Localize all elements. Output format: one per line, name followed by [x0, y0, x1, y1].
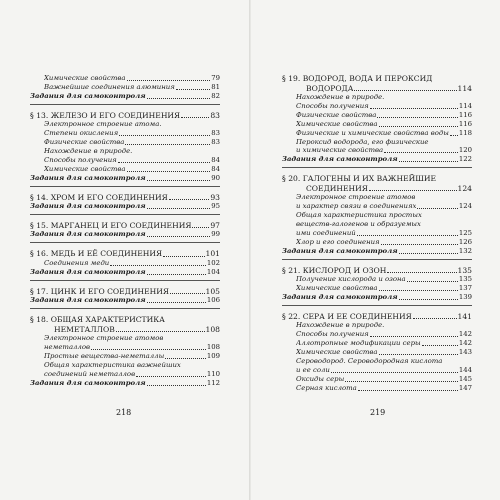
toc-entry [282, 129, 472, 138]
toc-entry-title: веществ-галогенов и образуемых [296, 219, 421, 228]
dot-leader [169, 199, 210, 200]
toc-entry [30, 120, 220, 129]
toc-entry-page: 114 [457, 83, 472, 93]
dot-leader [127, 171, 211, 172]
toc-entry [282, 184, 472, 194]
toc-entry-title: Общая характеристика простых [296, 211, 422, 220]
toc-entry-page: 104 [206, 267, 220, 276]
toc-entry-page: 124 [457, 183, 472, 193]
toc-entry-page: 139 [458, 292, 472, 301]
toc-entry-page: 132 [458, 246, 472, 255]
toc-entry-title: § 17. ЦИНК И ЕГО СОЕДИНЕНИЯ [30, 286, 170, 296]
toc-entry-title: Задания для самоконтроля [30, 230, 146, 239]
toc-entry-title: Электронное строение атомов [296, 193, 416, 202]
toc-entry-title: Серная кислота [296, 383, 357, 392]
toc-entry-page: 126 [458, 237, 472, 246]
toc-entry-title: § 21. КИСЛОРОД И ОЗОН [282, 265, 387, 275]
toc-entry-title: Химические свойства [296, 348, 378, 357]
toc-entry [30, 325, 220, 335]
dot-leader [379, 126, 458, 127]
toc-entry [282, 229, 472, 238]
toc-entry [30, 147, 220, 156]
toc-entry [30, 111, 220, 121]
toc-entry-page: 114 [458, 101, 472, 110]
dot-leader [369, 190, 457, 191]
toc-entry-title: и химические свойства [296, 146, 384, 155]
toc-entry [282, 348, 472, 357]
toc-entry-title: Соединения меди [44, 258, 110, 267]
toc-entry-page: 135 [458, 275, 472, 284]
toc-entry-page: 118 [458, 128, 472, 137]
toc-entry-page: 93 [210, 192, 220, 202]
dot-leader [399, 253, 458, 254]
dot-leader [399, 299, 458, 300]
toc-entry-title: Получение кислорода и озона [296, 275, 406, 284]
toc-entry [30, 193, 220, 203]
toc-entry-page: 108 [206, 343, 220, 351]
toc-entry-title: § 19. ВОДОРОД, ВОДА И ПЕРОКСИД [282, 74, 433, 83]
toc-entry-page: 109 [206, 351, 220, 360]
toc-entry [282, 266, 472, 276]
toc-entry [30, 352, 220, 361]
toc-entry [282, 146, 472, 155]
toc-entry [282, 247, 472, 256]
toc-entry-title: Задания для самоконтроля [282, 155, 398, 164]
toc-entry [282, 211, 472, 220]
toc-entry-title: НЕМЕТАЛЛОВ [54, 324, 115, 334]
toc-entry [282, 84, 472, 94]
dot-leader [147, 302, 206, 303]
toc-entry-page: 105 [205, 286, 220, 296]
toc-entry-title: Химические свойства [296, 284, 378, 292]
dot-leader [176, 89, 210, 90]
section-divider [30, 214, 220, 215]
toc-entry-page: 83 [211, 138, 220, 147]
dot-leader [379, 354, 458, 355]
toc-entry [282, 138, 472, 147]
section-divider [30, 242, 220, 243]
dot-leader [110, 265, 206, 266]
toc-entry [30, 174, 220, 183]
dot-leader [413, 318, 457, 319]
toc-entry-title: Химические свойства [296, 119, 378, 128]
toc-entry-page: 97 [210, 220, 220, 230]
toc-entry [30, 379, 220, 388]
dot-leader [345, 381, 458, 382]
toc-entry-title: Задания для самоконтроля [30, 173, 146, 182]
dot-leader [181, 117, 209, 118]
toc-entry-title: Задания для самоконтроля [30, 267, 146, 276]
toc-entry-page: 124 [458, 202, 472, 211]
toc-entry-title: Задания для самоконтроля [30, 91, 146, 100]
toc-entry-title: соединений неметаллов [44, 369, 136, 378]
section-divider [30, 280, 220, 281]
toc-entry-title: Нахождение в природе. [296, 93, 385, 101]
toc-entry-title: Задания для самоконтроля [282, 246, 398, 255]
toc-entry-page: 120 [458, 146, 472, 155]
toc-entry-title: § 16. МЕДЬ И ЕЁ СОЕДИНЕНИЯ [30, 249, 163, 259]
toc-entry-title: Задания для самоконтроля [30, 296, 146, 305]
toc-entry-title: § 15. МАРГАНЕЦ И ЕГО СОЕДИНЕНИЯ [30, 220, 192, 230]
toc-entry-page: 143 [458, 348, 472, 357]
dot-leader [147, 180, 211, 181]
toc-entry-title: § 20. ГАЛОГЕНЫ И ИХ ВАЖНЕЙШИЕ [282, 174, 437, 184]
toc-entry [30, 202, 220, 211]
toc-entry [30, 315, 220, 325]
toc-entry-page: 82 [211, 91, 220, 100]
dot-leader [450, 135, 458, 136]
toc-entry-page: 84 [211, 164, 220, 173]
toc-entry-page: 125 [458, 228, 472, 237]
dot-leader [125, 144, 210, 145]
toc-entry [282, 357, 472, 366]
toc-entry-page: 141 [457, 311, 472, 321]
toc-entry-title: Химические свойства [44, 164, 126, 173]
toc-entry [30, 296, 220, 305]
toc-entry-title: неметаллов [44, 343, 90, 351]
toc-entry-title: Электронное строение атома. [44, 120, 162, 129]
toc-entry-page: 145 [458, 374, 472, 383]
page-gutter [249, 0, 251, 500]
toc-entry-title: Пероксид водорода, его физические [296, 137, 429, 146]
toc-entry [282, 102, 472, 111]
dot-leader [147, 98, 211, 99]
toc-entry [282, 275, 472, 284]
toc-entry [282, 220, 472, 229]
toc-entry-page: 79 [211, 74, 220, 82]
toc-entry [30, 74, 220, 83]
toc-entry [282, 155, 472, 164]
dot-leader [358, 390, 458, 391]
toc-entry-title: и характер связи в соединениях [296, 202, 417, 211]
toc-entry [282, 375, 472, 384]
toc-entry [282, 293, 472, 302]
dot-leader [165, 358, 206, 359]
page-number-right: 219 [370, 408, 386, 417]
toc-entry [282, 284, 472, 293]
toc-entry-page: 106 [206, 296, 220, 305]
toc-entry-page: 95 [211, 202, 220, 211]
toc-entry-title: СОЕДИНЕНИЯ [306, 183, 368, 193]
toc-entry [282, 339, 472, 348]
dot-leader [163, 256, 204, 257]
section-divider [30, 308, 220, 309]
dot-leader [192, 227, 209, 228]
dot-leader [422, 345, 458, 346]
toc-entry-page: 116 [458, 110, 472, 119]
toc-entry-page: 142 [458, 339, 472, 348]
toc-entry [282, 93, 472, 102]
toc-entry [282, 174, 472, 184]
toc-entry-title: Хлор и его соединения [296, 237, 380, 246]
dot-leader [147, 236, 211, 237]
toc-entry-title: Химические свойства [44, 74, 126, 82]
toc-entry-title: Сероводород. Сероводородная кислота [296, 356, 443, 365]
section-divider [282, 167, 472, 168]
section-divider [30, 104, 220, 105]
dot-leader [357, 235, 458, 236]
toc-entry-title: Способы получения [296, 330, 369, 339]
toc-entry-title: Задания для самоконтроля [282, 292, 398, 301]
toc-entry-title: Физические свойства [296, 110, 377, 119]
dot-leader [118, 162, 210, 163]
toc-entry [30, 287, 220, 297]
toc-entry-page: 99 [211, 230, 220, 239]
toc-entry [30, 221, 220, 231]
toc-entry-page: 81 [211, 82, 220, 91]
toc-entry [282, 193, 472, 202]
page-number-left: 218 [116, 408, 132, 417]
toc-entry-page: 144 [458, 365, 472, 374]
toc-entry [282, 111, 472, 120]
toc-entry-page: 90 [211, 173, 220, 182]
left-page [30, 74, 220, 388]
toc-entry-page: 110 [206, 369, 220, 378]
toc-entry [282, 74, 472, 84]
toc-entry-page: 101 [205, 249, 220, 259]
dot-leader [370, 336, 458, 337]
toc-entry-page: 83 [210, 110, 220, 120]
dot-leader [147, 385, 206, 386]
toc-entry-title: ими соединений [296, 228, 356, 237]
toc-entry [282, 202, 472, 211]
toc-entry-page: 116 [458, 119, 472, 128]
toc-entry [30, 92, 220, 101]
toc-entry [282, 321, 472, 330]
dot-leader [331, 372, 458, 373]
dot-leader [354, 90, 456, 91]
dot-leader [147, 274, 206, 275]
toc-entry-title: Степени окисления [44, 129, 119, 138]
section-divider [282, 259, 472, 260]
dot-leader [370, 108, 458, 109]
toc-entry-title: Нахождение в природе. [296, 321, 385, 330]
toc-entry-page: 122 [458, 155, 472, 164]
toc-entry [30, 165, 220, 174]
dot-leader [170, 293, 204, 294]
toc-entry [282, 366, 472, 375]
toc-entry-title: § 18. ОБЩАЯ ХАРАКТЕРИСТИКА [30, 315, 165, 325]
toc-entry [282, 330, 472, 339]
toc-entry-title: Способы получения [296, 101, 369, 110]
right-page [282, 74, 472, 393]
toc-entry-title: Простые вещества-неметаллы [44, 351, 165, 360]
toc-entry-title: Аллотропные модификации серы [296, 339, 421, 348]
toc-entry [30, 83, 220, 92]
toc-entry [30, 334, 220, 343]
toc-entry [30, 230, 220, 239]
dot-leader [381, 244, 458, 245]
toc-entry-page: 84 [211, 155, 220, 164]
toc-entry [30, 268, 220, 277]
toc-entry [30, 249, 220, 259]
dot-leader [127, 80, 211, 81]
dot-leader [384, 152, 458, 153]
dot-leader [377, 117, 457, 118]
toc-entry-page: 112 [206, 378, 220, 387]
toc-entry-title: Физические и химические свойства воды [296, 128, 449, 137]
dot-leader [136, 376, 206, 377]
toc-entry-page: 137 [458, 284, 472, 292]
dot-leader [399, 161, 458, 162]
toc-entry-title: Задания для самоконтроля [30, 202, 146, 211]
toc-entry-title: Способы получения [44, 155, 117, 164]
toc-entry-title: Оксиды серы [296, 374, 345, 383]
dot-leader [147, 208, 211, 209]
dot-leader [417, 208, 457, 209]
toc-entry-title: § 14. ХРОМ И ЕГО СОЕДИНЕНИЯ [30, 192, 168, 202]
toc-entry-title: ВОДОРОДА [306, 83, 354, 93]
toc-entry [282, 312, 472, 322]
toc-entry-title: Общая характеристика важнейших [44, 360, 181, 369]
toc-entry [30, 138, 220, 147]
toc-entry [30, 361, 220, 370]
toc-entry-page: 108 [205, 324, 220, 334]
toc-entry-title: Электронное строение атомов [44, 334, 164, 343]
toc-entry-page: 147 [458, 383, 472, 392]
toc-entry [30, 370, 220, 379]
toc-entry-title: § 13. ЖЕЛЕЗО И ЕГО СОЕДИНЕНИЯ [30, 110, 181, 120]
section-divider [30, 186, 220, 187]
section-divider [282, 305, 472, 306]
dot-leader [119, 135, 210, 136]
toc-entry-page: 83 [211, 129, 220, 138]
toc-entry [282, 384, 472, 393]
toc-entry [30, 156, 220, 165]
toc-entry-page: 102 [206, 258, 220, 267]
toc-entry-title: Нахождение в природе. [44, 146, 133, 155]
dot-leader [116, 331, 205, 332]
toc-entry [30, 259, 220, 268]
toc-entry-page: 135 [457, 265, 472, 275]
toc-entry-title: Важнейшие соединения алюминия [44, 82, 175, 91]
dot-leader [387, 272, 456, 273]
dot-leader [379, 290, 458, 291]
toc-entry-title: § 22. СЕРА И ЕЕ СОЕДИНЕНИЯ [282, 311, 412, 321]
toc-entry-title: Задания для самоконтроля [30, 378, 146, 387]
toc-entry-title: и ее соли [296, 365, 330, 374]
toc-entry [282, 238, 472, 247]
toc-entry-page: 142 [458, 330, 472, 339]
toc-entry [30, 129, 220, 138]
toc-entry-title: Физические свойства [44, 138, 125, 147]
dot-leader [407, 281, 458, 282]
toc-entry [30, 343, 220, 352]
dot-leader [91, 349, 206, 350]
toc-entry [282, 120, 472, 129]
